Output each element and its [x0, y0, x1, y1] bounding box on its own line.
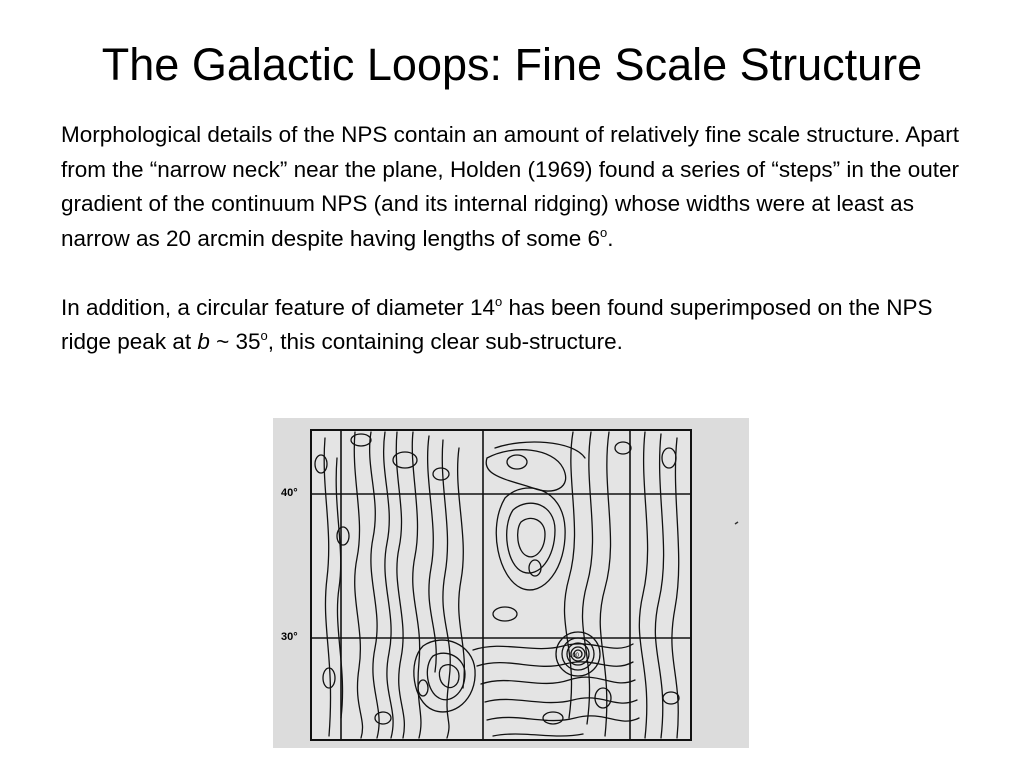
paragraph-2-part-3: ~ 35	[209, 329, 261, 354]
paragraph-2-part-2: has been found superimposed on the NPS ridge peak at	[61, 294, 933, 354]
paragraph-2-part-4: , this containing clear sub-structure.	[267, 329, 623, 354]
contour-map-figure	[273, 418, 749, 748]
latitude-label-40: 40°	[281, 487, 298, 499]
latitude-variable: b	[197, 329, 210, 354]
paragraph-1-end: .	[607, 225, 614, 251]
degree-symbol: o	[495, 293, 503, 309]
degree-symbol: o	[260, 328, 268, 343]
degree-symbol: o	[600, 224, 608, 240]
paragraph-1-text: Morphological details of the NPS contain an amount of relatively fine scale structure. Apart from the “narrow neck” near the plane, Holden (1969) found a series of “steps” in the outer gradient of the continuum NPS (and its internal ridging) whose widths were at least as narrow as 20 arcmin despite having lengths of some 6	[61, 122, 959, 251]
paragraph-circular-feature	[61, 291, 961, 360]
contour-label: 100	[569, 653, 580, 659]
latitude-label-30: 30°	[281, 631, 298, 643]
map-panel	[311, 430, 691, 740]
body-text	[61, 118, 961, 360]
slide-title: The Galactic Loops: Fine Scale Structure	[101, 39, 923, 90]
contour-map	[273, 418, 749, 748]
paragraph-nps-fine-structure	[61, 118, 961, 256]
paragraph-2-part-1: In addition, a circular feature of diameter 14	[61, 294, 495, 320]
